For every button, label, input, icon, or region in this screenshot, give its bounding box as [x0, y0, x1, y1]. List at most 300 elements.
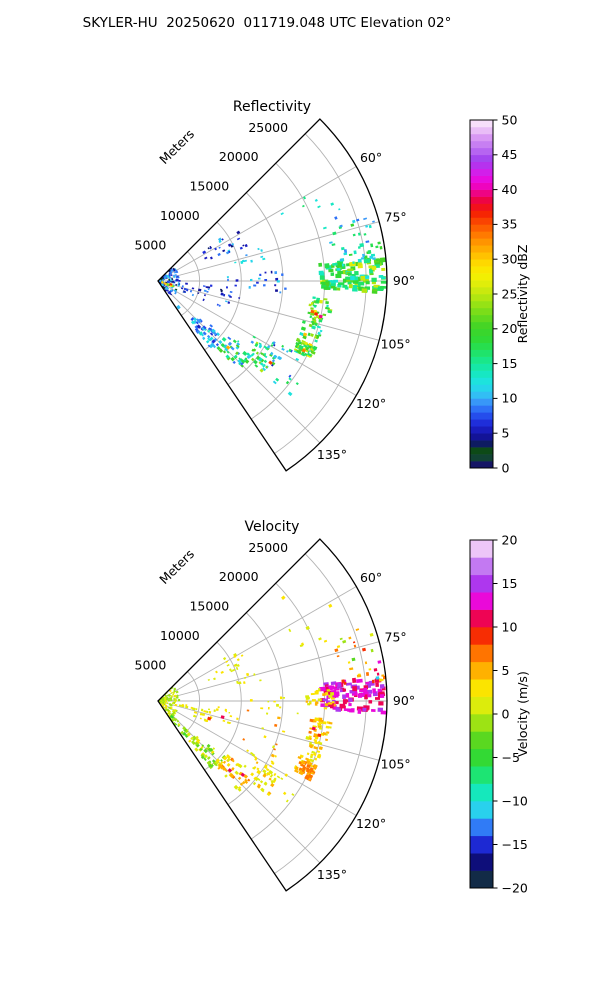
echo-cell [260, 249, 263, 252]
colorbar-segment [470, 371, 493, 378]
echo-cell [365, 661, 367, 664]
ppi-plot-velocity [135, 519, 530, 895]
colorbar-segment [470, 426, 493, 433]
colorbar-segment [470, 148, 493, 155]
echo-cell [309, 701, 311, 703]
echo-cell [202, 337, 205, 340]
echo-cell [256, 351, 259, 354]
echo-cells [158, 196, 387, 396]
echo-cell [329, 726, 332, 728]
colorbar-segment [470, 378, 493, 385]
echo-cell [329, 685, 334, 690]
azimuth-gridline [158, 642, 379, 701]
echo-cell [325, 739, 328, 742]
echo-cell [220, 293, 223, 296]
colorbar-tick-label: −20 [501, 880, 528, 896]
echo-cell [209, 711, 212, 714]
range-tick-label: 15000 [189, 178, 230, 194]
colorbar [470, 532, 530, 895]
echo-cell [380, 684, 385, 689]
colorbar-segment [470, 627, 493, 645]
echo-cell [236, 681, 238, 684]
echo-cell [236, 279, 239, 281]
echo-cell [339, 225, 342, 228]
echo-cell [307, 697, 310, 700]
echo-cell [227, 279, 229, 281]
echo-cell [325, 301, 329, 304]
colorbar-segment [470, 818, 493, 836]
echo-cell [337, 645, 340, 648]
echo-cell [216, 708, 219, 711]
echo-cell [342, 694, 346, 699]
echo-cell [346, 693, 350, 698]
echo-cell [364, 259, 371, 264]
range-tick-label: 5000 [134, 657, 167, 673]
colorbar-segment [470, 134, 493, 141]
echo-cell [381, 674, 384, 676]
echo-cell [328, 604, 332, 608]
colorbar-segment [470, 419, 493, 426]
echo-cell [291, 793, 294, 796]
echo-cell [336, 288, 340, 291]
echo-cell [260, 780, 263, 783]
echo-cell [334, 216, 337, 220]
echo-cell [350, 276, 355, 280]
echo-cell [372, 688, 376, 693]
colorbar-axis-label: Velocity (m/s) [515, 671, 530, 757]
echo-cell [281, 595, 286, 599]
azimuth-tick-label: 60° [359, 570, 383, 585]
echo-cell [311, 693, 315, 695]
echo-cell [317, 205, 320, 208]
echo-cell [332, 701, 334, 703]
echo-cell [219, 304, 221, 306]
colorbar-tick-label: 0 [501, 706, 510, 722]
echo-cell [206, 291, 208, 293]
colorbar-segment [470, 731, 493, 749]
echo-cell [220, 289, 222, 291]
colorbar-tick-label: −5 [501, 749, 520, 765]
echo-cell [204, 257, 207, 260]
echo-cell [200, 717, 202, 719]
colorbar-segment [470, 301, 493, 308]
echo-cell [176, 279, 178, 282]
echo-cell [314, 717, 318, 721]
range-tick-label: 10000 [159, 628, 200, 644]
range-ring [181, 252, 199, 316]
echo-cell [238, 777, 241, 780]
echo-cell [358, 262, 362, 265]
echo-cell [323, 227, 327, 230]
echo-cell [207, 286, 210, 288]
range-tick-label: 25000 [248, 119, 289, 135]
range-ring [274, 554, 366, 874]
echo-cell [334, 704, 336, 706]
colorbar-tick-label: 20 [501, 321, 518, 337]
echo-cell [358, 693, 364, 696]
echo-cell [347, 708, 351, 712]
colorbar-tick-label: 40 [501, 181, 518, 197]
echo-cell [352, 686, 357, 691]
echo-cell [324, 263, 329, 268]
echo-cell [334, 648, 338, 652]
echo-cell [178, 282, 180, 284]
echo-cell [380, 257, 386, 262]
echo-cell [379, 275, 384, 278]
echo-cell [218, 247, 220, 249]
echo-cell [171, 274, 173, 276]
echo-cell [348, 273, 352, 276]
echo-cell [377, 660, 381, 664]
echo-cell [222, 249, 225, 252]
range-tick-label: 5000 [134, 237, 167, 253]
echo-cell [362, 288, 368, 293]
echo-cell [223, 761, 226, 764]
echo-cell [372, 266, 377, 270]
range-axis-label: Meters [156, 126, 198, 168]
colorbar-tick-label: 15 [501, 575, 518, 591]
colorbar-tick-label: 25 [501, 286, 518, 302]
echo-cell [342, 640, 346, 644]
colorbar-segment [470, 315, 493, 322]
echo-cell [364, 233, 367, 236]
echo-cell [302, 205, 305, 208]
echo-cell [353, 285, 358, 289]
echo-cell [250, 699, 253, 702]
echo-cell [259, 679, 261, 681]
echo-cell [330, 272, 334, 276]
echo-cell [381, 268, 385, 271]
echo-cell [371, 709, 376, 712]
echo-cell [201, 709, 203, 712]
echo-cell [340, 705, 345, 709]
colorbar-segment [470, 210, 493, 217]
colorbar-tick-label: 5 [501, 425, 510, 441]
echo-cell [347, 268, 353, 271]
echo-cell [362, 708, 366, 712]
echo-cell [372, 220, 375, 222]
azimuth-tick-label: 120° [355, 816, 387, 831]
echo-cell [379, 679, 382, 682]
echo-cell [324, 707, 327, 709]
echo-cell [314, 339, 318, 342]
echo-cell [279, 291, 281, 293]
echo-cell [218, 340, 222, 344]
echo-cell [165, 701, 167, 703]
echo-cell [264, 279, 267, 281]
echo-cell [282, 730, 285, 732]
echo-cell [263, 735, 266, 738]
echo-cell [319, 727, 322, 729]
colorbar-segment [470, 183, 493, 190]
echo-cell [233, 361, 236, 364]
colorbar-segment [470, 575, 493, 593]
colorbar-segment [470, 294, 493, 301]
echo-cell [362, 254, 365, 258]
azimuth-tick-label: 60° [359, 150, 383, 165]
echo-cell [374, 668, 378, 671]
echo-cell [213, 677, 216, 680]
range-tick-label: 20000 [218, 569, 259, 585]
colorbar [470, 112, 530, 475]
echo-cell [353, 250, 356, 254]
echo-cell [258, 278, 260, 280]
echo-cell [284, 287, 287, 289]
echo-cell [310, 307, 314, 310]
colorbar-segment [470, 405, 493, 412]
echo-cell [262, 769, 266, 773]
echo-cell [270, 774, 273, 778]
colorbar-segment [470, 412, 493, 419]
echo-cell [275, 289, 278, 292]
echo-cell [332, 263, 337, 266]
echo-cell [313, 746, 318, 750]
echo-cell [322, 693, 325, 696]
wedge-spine [158, 539, 387, 891]
echo-cell [247, 709, 250, 711]
azimuth-tick-label: 105° [380, 756, 411, 772]
echo-cell [217, 253, 220, 256]
echo-cell [343, 699, 347, 704]
echo-cell [203, 710, 206, 712]
echo-cell [254, 364, 258, 368]
echo-cell [378, 701, 383, 705]
range-tick-label: 15000 [189, 598, 230, 614]
echo-cell [267, 701, 269, 702]
echo-cell [256, 767, 259, 770]
echo-cell [227, 276, 229, 278]
colorbar-segment [470, 871, 493, 889]
echo-cell [377, 673, 380, 676]
echo-cell [348, 661, 351, 663]
echo-cell [226, 286, 228, 288]
echo-cell [318, 699, 322, 702]
echo-cell [251, 341, 255, 344]
echo-cell [360, 276, 365, 281]
echo-cell [345, 286, 349, 289]
echo-cell [275, 378, 279, 382]
echo-cell [318, 263, 322, 267]
echo-cell [357, 674, 361, 677]
echo-cell [282, 697, 285, 699]
echo-cell [259, 274, 261, 276]
colorbar-tick-label: 10 [501, 390, 518, 406]
echo-cell [375, 682, 379, 687]
echo-cell [277, 280, 280, 282]
echo-cell [371, 278, 376, 282]
echo-cell [214, 709, 216, 712]
colorbar-segment [470, 141, 493, 148]
colorbar-segment [470, 557, 493, 575]
echo-cell [313, 304, 317, 306]
echo-cell [343, 279, 346, 283]
echo-cell [217, 304, 219, 306]
echo-cell [324, 640, 327, 643]
echo-cell [329, 241, 333, 244]
echo-cell [326, 731, 329, 734]
echo-cell [363, 688, 367, 693]
colorbar-tick-label: −15 [501, 836, 528, 852]
echo-cell [257, 248, 259, 250]
echo-cell [246, 749, 249, 752]
echo-cell [216, 343, 219, 346]
echo-cell [381, 710, 387, 714]
echo-cell [272, 359, 275, 362]
colorbar-segment [470, 447, 493, 454]
echo-cell [221, 671, 224, 674]
echo-cell [358, 282, 364, 286]
echo-cell [377, 241, 380, 244]
echo-cell [350, 223, 354, 227]
echo-cell [192, 294, 194, 296]
azimuth-tick-label: 75° [384, 629, 407, 645]
echo-cell [244, 260, 247, 262]
echo-cell [376, 258, 379, 261]
azimuth-tick-label: 90° [392, 273, 416, 288]
colorbar-tick-label: 45 [501, 147, 518, 163]
echo-cell [310, 719, 314, 722]
echo-cell [236, 667, 238, 670]
echo-cell [250, 279, 252, 281]
echo-cell [242, 738, 245, 741]
echo-cell [369, 225, 372, 228]
echo-cell [370, 243, 373, 247]
echo-cell [320, 282, 325, 285]
echo-cell [323, 721, 327, 724]
colorbar-segment [470, 329, 493, 336]
echo-cell [281, 273, 283, 276]
echo-cell [288, 629, 291, 632]
echo-cell [381, 281, 387, 284]
echo-cell [314, 316, 317, 319]
echo-cell [228, 342, 232, 346]
echo-cell [349, 254, 353, 256]
azimuth-tick-label: 90° [392, 693, 416, 708]
azimuth-gridline [158, 701, 320, 863]
echo-cell [279, 706, 281, 708]
echo-cell [331, 280, 336, 283]
echo-cell [354, 645, 357, 648]
echo-cell [273, 701, 275, 703]
colorbar-segment [470, 350, 493, 357]
echo-cell [306, 626, 310, 630]
colorbar-tick-label: 5 [501, 662, 510, 678]
echo-cell [194, 747, 198, 751]
echo-cell [222, 720, 225, 722]
echo-cell [318, 637, 322, 640]
echo-cell [349, 667, 353, 670]
colorbar-segment [470, 391, 493, 398]
echo-cell [337, 683, 341, 687]
colorbar-segment [470, 697, 493, 715]
colorbar-segment [470, 836, 493, 854]
echo-cell [296, 382, 299, 385]
echo-cell [286, 799, 289, 802]
echo-cell [280, 212, 283, 215]
echo-cell [229, 712, 231, 713]
echo-cell [326, 726, 330, 729]
colorbar-segment [470, 162, 493, 169]
echo-cell [243, 681, 246, 684]
echo-cell [172, 702, 174, 704]
echo-cell [327, 689, 331, 692]
echo-cell [308, 332, 311, 336]
echo-cell [362, 648, 366, 652]
echo-cell [168, 700, 171, 702]
echo-cell [245, 254, 248, 256]
echo-cell [192, 287, 195, 289]
echo-cell [234, 262, 236, 264]
colorbar-tick-label: 10 [501, 619, 518, 635]
echo-cell [343, 252, 347, 255]
echo-cell [234, 771, 238, 775]
echo-cell [380, 286, 386, 289]
echo-cell [208, 679, 210, 681]
colorbar-segment [470, 245, 493, 252]
echo-cell [366, 281, 370, 284]
colorbar-tick-label: 20 [501, 532, 518, 548]
echo-cell [260, 256, 263, 258]
colorbar-segment [470, 120, 493, 127]
echo-cell [372, 680, 375, 684]
echo-cell [265, 272, 267, 274]
echo-cell [202, 298, 204, 301]
figure-title: SKYLER-HU 20250620 011719.048 UTC Elevation 02° [82, 15, 452, 31]
echo-cell [227, 336, 231, 340]
colorbar-segment [470, 287, 493, 294]
echo-cell [288, 377, 291, 380]
azimuth-tick-label: 75° [384, 209, 407, 225]
range-tick-label: 25000 [248, 539, 289, 555]
echo-cell [230, 291, 233, 293]
echo-cell [375, 246, 378, 249]
echo-cell [325, 307, 329, 310]
echo-cell [312, 296, 315, 299]
echo-cell [204, 294, 206, 296]
echo-cell [307, 312, 310, 315]
echo-cell [340, 638, 343, 641]
echo-cell [315, 702, 318, 704]
echo-cell [227, 763, 231, 767]
echo-cell [365, 240, 369, 243]
range-ring [251, 163, 325, 419]
range-ring [181, 672, 199, 736]
colorbar-segment [470, 155, 493, 162]
azimuth-tick-label: 105° [380, 336, 411, 352]
echo-cell [274, 724, 277, 727]
echo-cell [237, 664, 240, 667]
echo-cell [352, 658, 356, 662]
echo-cell [225, 709, 227, 711]
echo-cell [260, 707, 263, 709]
echo-cell [352, 261, 354, 264]
echo-cell [317, 750, 320, 753]
echo-cell [281, 345, 284, 348]
echo-cell [215, 671, 218, 674]
echo-cell [227, 351, 230, 354]
echo-cell [356, 628, 360, 631]
echo-cell [354, 271, 359, 275]
echo-cell [297, 713, 299, 715]
colorbar-tick-label: 15 [501, 355, 518, 371]
colorbar-segment [470, 384, 493, 391]
echo-cell [354, 276, 358, 280]
echo-cell [336, 268, 340, 271]
echo-cell [368, 700, 372, 703]
echo-cell [208, 288, 210, 290]
echo-cell [221, 238, 223, 240]
echo-cell [346, 682, 352, 685]
